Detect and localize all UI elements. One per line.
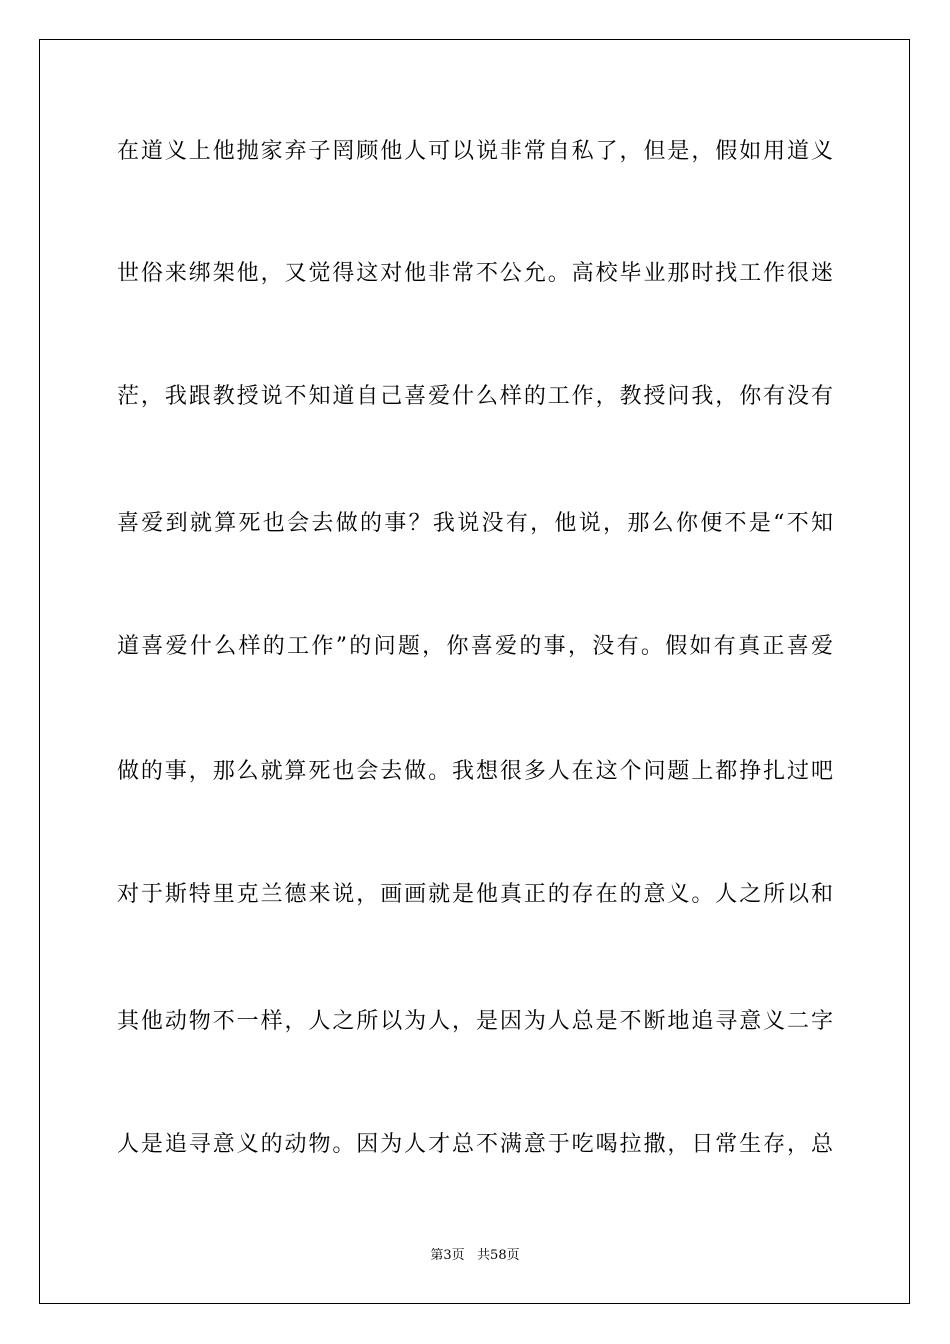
body-text-line: 世俗来绑架他，又觉得这对他非常不公允。高校毕业那时找工作很迷 [117,261,833,286]
body-text-line: 其他动物不一样，人之所以为人，是因为人总是不断地追寻意义二字 [117,1009,833,1034]
body-text-line: 喜爱到就算死也会去做的事？我说没有，他说，那么你便不是“不知 [117,511,833,536]
page-number-footer: 第3页 共58页 [430,1248,520,1263]
body-text-line: 在道义上他抛家弃子罔顾他人可以说非常自私了，但是，假如用道义 [117,139,833,164]
body-text-line: 人是追寻意义的动物。因为人才总不满意于吃喝拉撒，日常生存，总 [117,1132,833,1157]
page-frame [39,39,910,1304]
body-text-line: 茫，我跟教授说不知道自己喜爱什么样的工作，教授问我，你有没有 [117,384,833,409]
body-text-line: 道喜爱什么样的工作”的问题，你喜爱的事，没有。假如有真正喜爱 [117,634,833,659]
body-text-line: 做的事，那么就算死也会去做。我想很多人在这个问题上都挣扎过吧 [117,759,833,784]
body-text-line: 对于斯特里克兰德来说，画画就是他真正的存在的意义。人之所以和 [117,882,833,907]
